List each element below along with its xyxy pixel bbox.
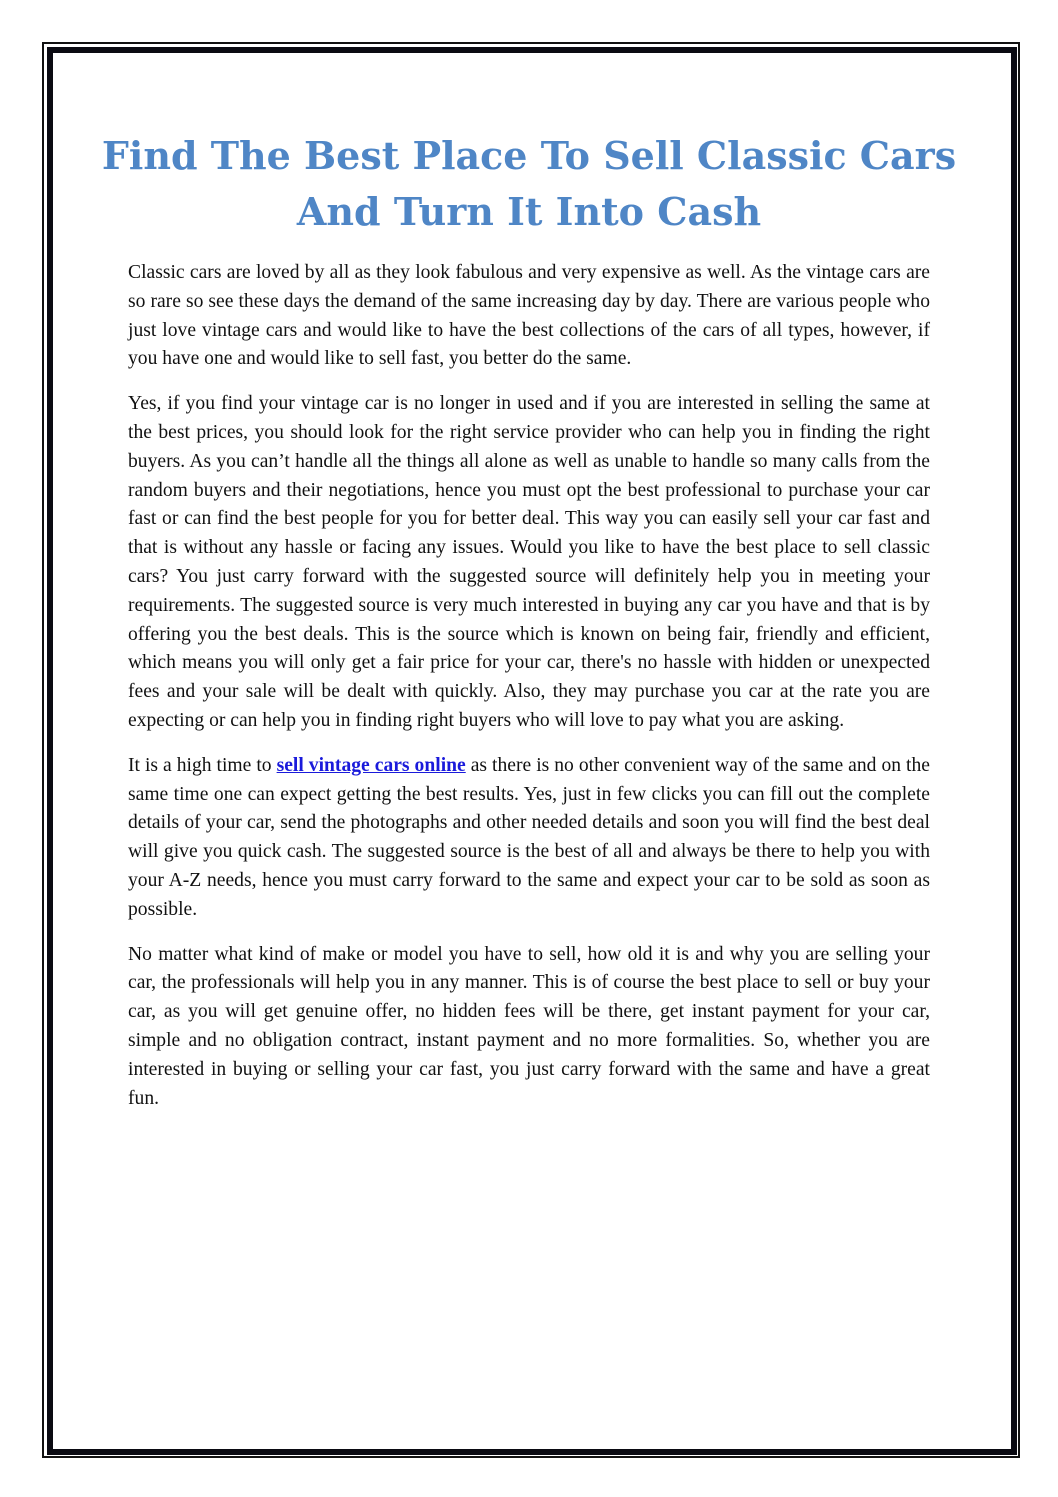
paragraph-2: Yes, if you find your vintage car is no longer in used and if you are interested in selling the same at the best prices, you should look for the right service provider who can help you in finding the right buyers. As you can’t handle all the things all alone as well as unable to handle so many calls from the random buyers and their negotiations, hence you must opt the best professional to purchase your car fast or can find the best people for you for better deal. This way you can easily sell your car fast and that is without any hassle or facing any issues. Would you like to have the best place to sell classic cars? You just carry forward with the suggested source will definitely help you in meeting your requirements. The suggested source is very much interested in buying any car you have and that is by offering you the best deals. This is the source which is known on being fair, friendly and efficient, which means you will only get a fair price for your car, there's no hassle with hidden or unexpected fees and your sale will be dealt with quickly. Also, they may purchase you car at the rate you are expecting or can help you in finding right buyers who will love to pay what you are asking. bbox=[128, 393, 930, 731]
paragraph-3 bbox=[128, 752, 930, 925]
sell-vintage-cars-link[interactable]: sell vintage cars online bbox=[276, 754, 466, 776]
paragraph-1: Classic cars are loved by all as they look fabulous and very expensive as well. As the vintage cars are so rare so see these days the demand of the same increasing day by day. There are various people who just love vintage cars and would like to have the best collections of the cars of all types, however, if you have one and would like to sell fast, you better do the same. bbox=[128, 262, 930, 370]
paragraph-3-before: It is a high time to bbox=[128, 754, 277, 776]
document-title: Find The Best Place To Sell Classic Cars And Turn It Into Cash bbox=[101, 133, 957, 234]
paragraph-4: No matter what kind of make or model you have to sell, how old it is and why you are selling your car, the professionals will help you in any manner. This is of course the best place to sell or buy your car, as you will get genuine offer, no hidden fees will be there, get instant payment for your car, simple and no obligation contract, instant payment and no more formalities. So, whether you are interested in buying or selling your car fast, you just carry forward with the same and have a great fun. bbox=[128, 943, 930, 1109]
paragraph-3-after: as there is no other convenient way of the same and on the same time one can expect getting the best results. Yes, just in few clicks you can fill out the complete details of your car, send the photographs and other needed details and soon you will find the best deal will give you quick cash. The suggested source is the best of all and always be there to help you with your A-Z needs, hence you must carry forward to the same and expect your car to be sold as soon as possible. bbox=[128, 754, 930, 920]
document-body bbox=[128, 259, 930, 1129]
